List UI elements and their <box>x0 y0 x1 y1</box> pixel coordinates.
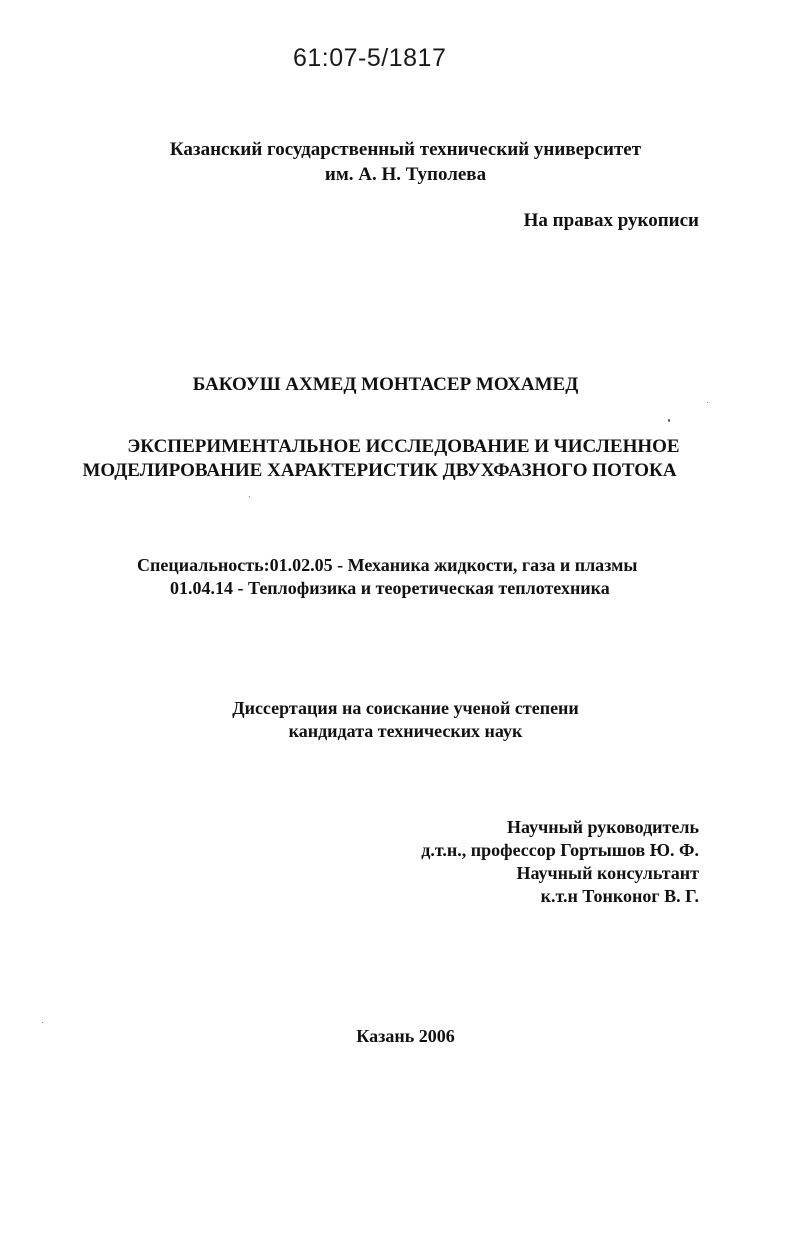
rights-notice: На правах рукописи <box>523 210 699 231</box>
author-name: БАКОУШ АХМЕД МОНТАСЕР МОХАМЕД <box>192 374 579 395</box>
specialty-line-1: Специальность:01.02.05 - Механика жидкости, газа и плазмы <box>137 555 638 575</box>
consultant-label: Научный консультант <box>516 863 699 883</box>
archive-stamp-code: 61:07-5/1817 <box>293 44 447 72</box>
consultant-name: к.т.н Тонконог В. Г. <box>540 886 699 906</box>
supervisor-label: Научный руководитель <box>507 817 699 837</box>
dissertation-degree-line-1: Диссертация на соискание ученой степени <box>232 698 579 718</box>
specialty-line-2: 01.04.14 - Теплофизика и теоретическая теплотехника <box>170 578 610 598</box>
supervisor-name: д.т.н., профессор Гортышов Ю. Ф. <box>421 840 699 860</box>
place-and-year: Казань 2006 <box>356 1026 455 1046</box>
university-dedication: им. А. Н. Туполева <box>324 164 487 185</box>
dissertation-degree-line-2: кандидата технических наук <box>288 721 523 741</box>
thesis-title-line-2: МОДЕЛИРОВАНИЕ ХАРАКТЕРИСТИК ДВУХФАЗНОГО ПОТОКА <box>82 460 677 481</box>
scan-speck <box>42 1022 43 1023</box>
university-name: Казанский государственный технический университет <box>169 139 642 160</box>
scan-speck <box>707 402 708 403</box>
scan-speck <box>249 496 250 497</box>
scan-speck <box>668 419 670 422</box>
thesis-title-line-1: ЭКСПЕРИМЕНТАЛЬНОЕ ИССЛЕДОВАНИЕ И ЧИСЛЕННОЕ <box>127 436 680 457</box>
